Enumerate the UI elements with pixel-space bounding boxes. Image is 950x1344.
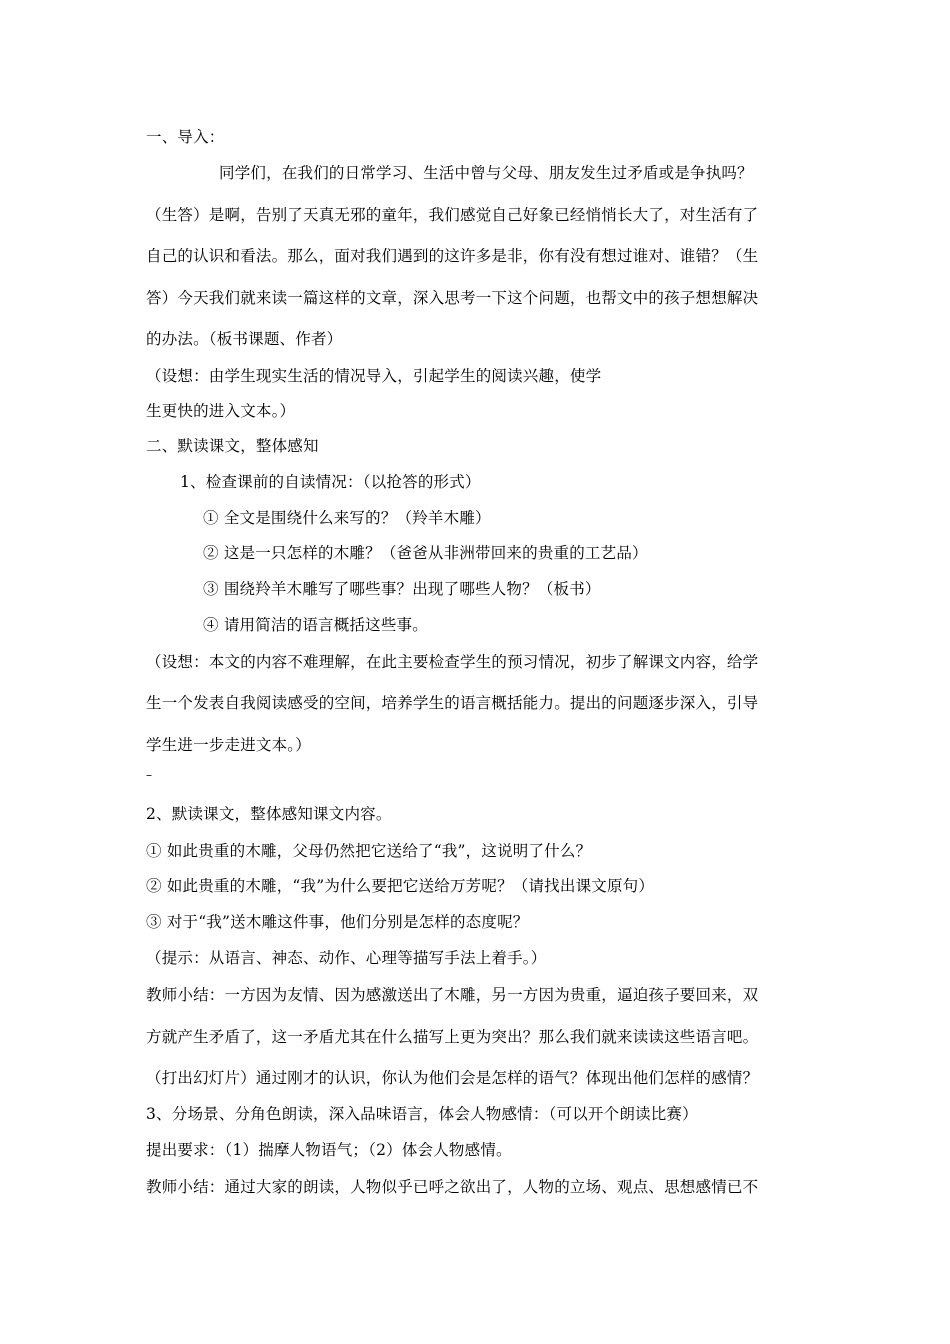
- summary-line: 方就产生矛盾了，这一矛盾尤其在什么描写上更为突出？那么我们就来读读这些语言吧。: [146, 1028, 759, 1046]
- section1-heading: 一、导入：: [146, 128, 225, 146]
- intro-paragraph-line: 同学们，在我们的日常学习、生活中曾与父母、朋友发生过矛盾或是争执吗？: [219, 164, 753, 182]
- intro-paragraph-line: （生答）是啊，告别了天真无邪的童年，我们感觉自己好象已经悄悄长大了，对生活有了: [146, 206, 759, 224]
- summary-line: （打出幻灯片）通过刚才的认识，你认为他们会是怎样的语气？体现出他们怎样的感情？: [146, 1069, 759, 1087]
- design-note-line: （设想：由学生现实生活的情况导入，引起学生的阅读兴趣，使学: [146, 367, 602, 385]
- design-note-line: 学生进一步走进文本。）: [146, 736, 311, 754]
- question-item: ② 这是一只怎样的木雕？（爸爸从非洲带回来的贵重的工艺品）: [203, 544, 648, 562]
- design-note-line: （设想：本文的内容不难理解，在此主要检查学生的预习情况，初步了解课文内容，给学: [146, 653, 759, 671]
- dash-mark: –: [146, 768, 153, 782]
- question-item: ② 如此贵重的木雕，“我”为什么要把它送给万芳呢？（请找出课文原句）: [146, 877, 655, 895]
- question-item: ③ 对于“我”送木雕这件事，他们分别是怎样的态度呢？: [146, 913, 529, 931]
- question-item: ④ 请用简洁的语言概括这些事。: [203, 616, 428, 634]
- design-note-line: 生一个发表自我阅读感受的空间，培养学生的语言概括能力。提出的问题逐步深入，引导: [146, 694, 759, 712]
- summary-line: 教师小结：通过大家的朗读，人物似乎已呼之欲出了，人物的立场、观点、思想感情已不: [146, 1178, 759, 1196]
- hint-line: （提示：从语言、神态、动作、心理等描写手法上着手。）: [146, 949, 547, 967]
- list-item: 1、检查课前的自读情况：（以抢答的形式）: [180, 473, 481, 491]
- list-item: 3、分场景、分角色朗读，深入品味语言，体会人物感情：（可以开个朗读比赛）: [146, 1105, 698, 1123]
- section2-heading: 二、默读课文，整体感知: [146, 437, 319, 455]
- question-item: ① 如此贵重的木雕，父母仍然把它送给了“我”，这说明了什么？: [146, 842, 592, 860]
- design-note-line: 生更快的进入文本。）: [146, 402, 296, 420]
- question-item: ① 全文是围绕什么来写的？（羚羊木雕）: [203, 509, 491, 527]
- intro-paragraph-line: 的办法。（板书课题、作者）: [146, 330, 343, 348]
- question-item: ③ 围绕羚羊木雕写了哪些事？出现了哪些人物？（板书）: [203, 580, 601, 598]
- intro-paragraph-line: 自己的认识和看法。那么，面对我们遇到的这许多是非，你有没有想过谁对、谁错？（生: [146, 247, 759, 265]
- summary-line: 教师小结：一方因为友情、因为感激送出了木雕，另一方因为贵重，逼迫孩子要回来，双: [146, 986, 759, 1004]
- list-item: 2、默读课文，整体感知课文内容。: [146, 805, 392, 823]
- intro-paragraph-line: 答）今天我们就来读一篇这样的文章，深入思考一下这个问题，也帮文中的孩子想想解决: [146, 289, 759, 307]
- requirements-line: 提出要求：（1）揣摩人物语气；（2）体会人物感情。: [146, 1141, 512, 1159]
